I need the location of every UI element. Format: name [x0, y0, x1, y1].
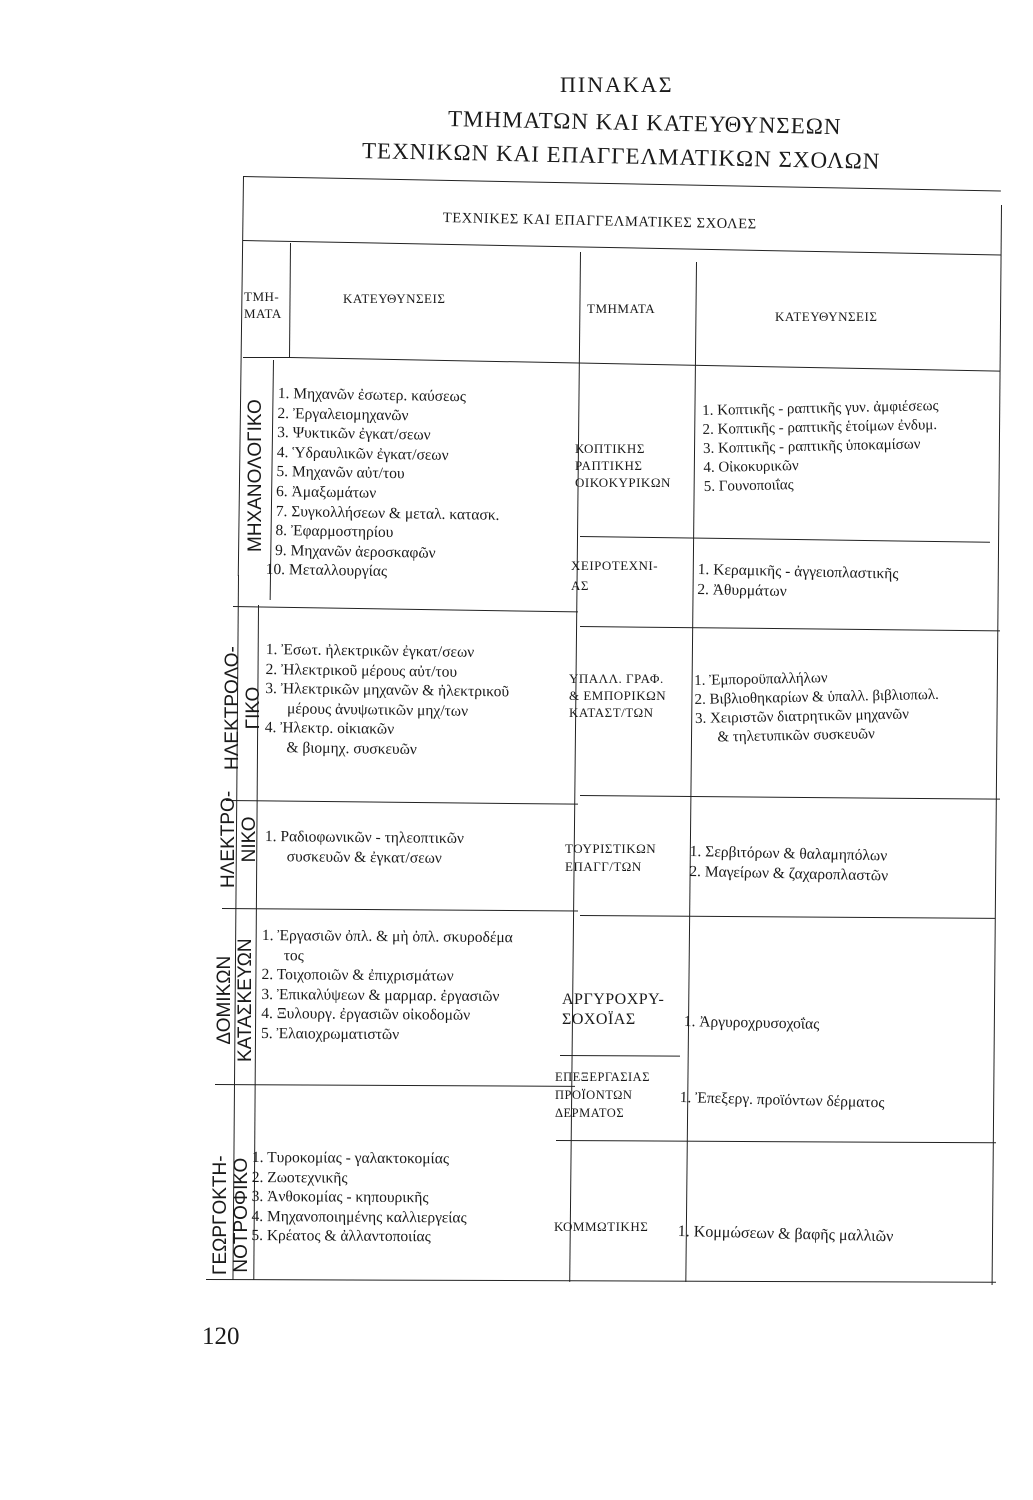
list-item: μέρους ἀνυψωτικῶν μηχ/των: [286, 700, 469, 720]
list-item: 5. Γουνοποιΐας: [703, 477, 794, 495]
list-item: 8. Ἐφαρμοστηρίου: [275, 522, 394, 542]
table-border-bottom: [206, 1279, 996, 1283]
list-handicraft: [697, 560, 899, 604]
section-name-electronic: [218, 791, 260, 888]
list-item: 5. Ἐλαιοχρωματιστῶν: [260, 1024, 400, 1044]
list-item: 4. Ξυλουργ. ἐργασιῶν οἰκοδομῶν: [261, 1005, 471, 1025]
list-item: 9. Μηχανῶν ἀεροσκαφῶν: [274, 541, 436, 562]
section-name-handicraft-line-1: ΧΕΙΡΟΤΕΧΝΙ-: [571, 558, 659, 573]
section-name-hairdressing: [554, 1220, 648, 1233]
list-item: 2. Μαγείρων & ζαχαροπλαστῶν: [689, 862, 889, 885]
list-item: 1. Μηχανῶν ἐσωτερ. καύσεως: [277, 384, 467, 406]
list-item: 4. Ὑδραυλικῶν ἐγκατ/σεων: [276, 443, 449, 464]
section-name-construction-line-1: ΔΟΜΙΚΩΝ: [214, 955, 235, 1045]
list-item: 3. Κοπτικῆς - ραπτικῆς ὑποκαμίσων: [702, 436, 921, 457]
list-item: 2. Ζωοτεχνικῆς: [251, 1168, 348, 1187]
list-item: 2. Βιβλιοθηκαρίων & ὑπαλλ. βιβλιοπωλ.: [694, 686, 939, 708]
section-name-electrical: [222, 646, 264, 770]
list-item: & τηλετυπικῶν συσκευῶν: [717, 726, 875, 746]
list-item: 2. Ἠλεκτρικοῦ μέρους αὐτ/του: [265, 660, 458, 681]
list-item: 4. Μηχανοποιημένης καλλιεργείας: [251, 1207, 467, 1227]
section-name-leather: [555, 1068, 650, 1122]
list-tourism: [689, 842, 889, 886]
section-name-agricultural-line-2: ΝΟΤΡΟΦΙΚΟ: [231, 1157, 252, 1273]
list-item: 1. Κομμώσεων & βαφῆς μαλλιῶν: [677, 1222, 894, 1246]
list-item: 3. Χειριστῶν διατρητικῶν μηχανῶν: [694, 706, 910, 727]
list-electrical: [264, 640, 509, 761]
title-line-3: ΤΕΧΝΙΚΩΝ ΚΑΙ ΕΠΑΓΓΕΛΜΑΤΙΚΩΝ ΣΧΟΛΩΝ: [361, 138, 881, 174]
section-name-leather-line-2: ΠΡΟΪΟΝΤΩΝ: [555, 1088, 633, 1102]
section-name-goldsmithing-line-1: ΑΡΓΥΡΟΧΡΥ-: [562, 991, 665, 1008]
colheader-sections-right: ΤΜΗΜΑΤΑ: [587, 301, 656, 316]
row-divider-left-1: [233, 606, 578, 613]
section-name-tourism: [565, 840, 656, 876]
title-line-1: ΠΙΝΑΚΑΣ: [560, 72, 674, 97]
list-item: 3. Ἠλεκτρικῶν μηχανῶν & ἠλεκτρικοῦ: [265, 680, 510, 701]
section-name-goldsmithing-line-2: ΣΟΧΟΪΑΣ: [562, 1011, 636, 1028]
row-divider-right-4: [580, 915, 995, 919]
row-divider-right-1: [580, 536, 990, 543]
list-construction: [261, 926, 513, 1046]
row-divider-left-4: [215, 1084, 575, 1087]
list-item: 1. Ραδιοφωνικῶν - τηλεοπτικῶν: [264, 827, 465, 848]
colheader-sections-left-line-1: ΤΜΗ-: [244, 289, 280, 304]
section-name-sewing-line-3: ΟΙΚΟΚΥΡΙΚΩΝ: [575, 475, 671, 490]
section-name-electrical-line-1: ΗΛΕΚΤΡΟΛΟ-: [222, 646, 243, 770]
list-item: 6. Ἀμαξωμάτων: [275, 482, 377, 502]
section-name-electronic-line-2: ΝΙΚΟ: [239, 816, 260, 863]
row-divider-right-5: [560, 1055, 680, 1057]
colheader-divider-left: [290, 357, 1000, 372]
list-item: 5. Κρέατος & ἀλλαντοποιίας: [251, 1227, 431, 1246]
colheader-divider-stub: [243, 357, 290, 358]
section-name-tourism-line-2: ΕΠΑΓΓ/ΤΩΝ: [565, 859, 642, 874]
colheader-directions-left: ΚΑΤΕΥΘΥΝΣΕΙΣ: [343, 291, 446, 306]
section-name-handicraft: [571, 556, 658, 596]
list-sewing: [702, 397, 940, 497]
main-header: ΤΕΧΝΙΚΕΣ ΚΑΙ ΕΠΑΓΓΕΛΜΑΤΙΚΕΣ ΣΧΟΛΕΣ: [442, 210, 757, 233]
list-item: 3. Ἀνθοκομίας - κηπουρικῆς: [251, 1188, 429, 1207]
section-name-clerical: [569, 670, 666, 721]
col-line-middle: [569, 252, 581, 1282]
list-leather: [679, 1088, 884, 1113]
list-item: 1. Σερβιτόρων & θαλαμηπόλων: [689, 842, 888, 865]
list-item: 5. Μηχανῶν αὐτ/του: [276, 463, 405, 483]
list-item: 1. Ἐπεξεργ. προϊόντων δέρματος: [679, 1088, 885, 1112]
list-item: 2. Τοιχοποιῶν & ἐπιχρισμάτων: [261, 966, 454, 985]
section-name-goldsmithing: [562, 990, 664, 1030]
list-item: 3. Ἐπικαλύψεων & μαρμαρ. ἐργασιῶν: [261, 985, 500, 1005]
list-item: 10. Μεταλλουργίας: [265, 561, 388, 581]
list-item: τος: [283, 946, 304, 964]
list-item: 1. Ἐσωτ. ἠλεκτρικῶν ἐγκατ/σεων: [265, 640, 475, 661]
table-border-right: [992, 205, 1003, 1285]
section-name-clerical-line-3: ΚΑΤΑΣΤ/ΤΩΝ: [569, 705, 654, 720]
list-item: 3. Ψυκτικῶν ἐγκατ/σεων: [277, 424, 431, 444]
row-divider-left-3: [222, 908, 578, 912]
col-line-left-header: [289, 243, 291, 358]
section-name-handicraft-line-2: ΑΣ: [571, 578, 589, 593]
row-divider-left-2: [226, 800, 578, 805]
header-divider: [243, 240, 1001, 256]
section-name-agricultural: [210, 1155, 252, 1275]
section-name-sewing-line-2: ΡΑΠΤΙΚΗΣ: [575, 458, 643, 473]
table-border-left-upper: [238, 176, 245, 576]
list-item: 4. Οἰκοκυρικῶν: [703, 457, 799, 476]
list-item: 2. Ἐργαλειομηχανῶν: [277, 404, 409, 424]
section-name-tourism-line-1: ΤΟΥΡΙΣΤΙΚΩΝ: [565, 841, 657, 856]
list-goldsmithing: [684, 1012, 820, 1034]
list-hairdressing: [678, 1222, 894, 1247]
list-item: 1. Τυροκομίας - γαλακτοκομίας: [251, 1149, 450, 1168]
section-name-leather-line-3: ΔΕΡΜΑΤΟΣ: [555, 1106, 625, 1120]
list-item: 4. Ἠλεκτρ. οἰκιακῶν: [264, 719, 395, 739]
section-name-construction: [214, 938, 256, 1062]
col-line-right-sections: [685, 262, 697, 1282]
title-line-2: ΤΜΗΜΑΤΩΝ ΚΑΙ ΚΑΤΕΥΘΥΝΣΕΩΝ: [447, 106, 842, 140]
section-name-construction-line-2: ΚΑΤΑΣΚΕΥΩΝ: [235, 938, 256, 1062]
colheader-sections-left: [244, 288, 282, 322]
section-name-electrical-line-2: ΓΙΚΟ: [243, 686, 264, 730]
row-divider-right-3: [580, 795, 1000, 800]
list-item: 2. Κοπτικῆς - ραπτικῆς ἑτοίμων ἐνδυμ.: [702, 417, 938, 438]
list-item: 1. Κοπτικῆς - ραπτικῆς γυν. ἀμφιέσεως: [702, 398, 939, 419]
section-name-leather-line-1: ΕΠΕΞΕΡΓΑΣΙΑΣ: [555, 1070, 650, 1084]
list-item: συσκευῶν & ἐγκατ/σεων: [286, 847, 442, 867]
list-item: 1. Ἐργασιῶν ὀπλ. & μὴ ὀπλ. σκυροδέμα: [261, 926, 513, 947]
section-name-sewing-line-1: ΚΟΠΤΙΚΗΣ: [575, 441, 645, 456]
list-mechanical: [265, 384, 502, 584]
list-item: 1. Ἀργυροχρυσοχοΐας: [683, 1012, 820, 1033]
list-electronic: [265, 827, 464, 868]
row-divider-right-2: [580, 626, 1000, 632]
table-border-top: [243, 176, 1001, 192]
section-name-agricultural-line-1: ΓΕΩΡΓΟΚΤΗ-: [210, 1155, 231, 1275]
list-item: 2. Ἀθυρμάτων: [697, 580, 787, 600]
list-clerical: [694, 667, 940, 748]
list-item: 1. Κεραμικῆς - ἀγγειοπλαστικῆς: [697, 560, 899, 583]
section-name-electronic-line-1: ΗΛΕΚΤΡΟ-: [218, 790, 239, 888]
page-number: 120: [202, 1323, 240, 1350]
list-item: 1. Ἐμποροϋπαλλήλων: [694, 670, 828, 689]
list-agricultural: [251, 1148, 467, 1247]
section-name-hairdressing-line: ΚΟΜΜΩΤΙΚΗΣ: [554, 1219, 649, 1234]
section-name-sewing: [575, 440, 671, 491]
row-divider-right-6: [556, 1140, 996, 1144]
colheader-sections-left-line-2: ΜΑΤΑ: [244, 306, 282, 321]
section-name-clerical-line-2: & ΕΜΠΟΡΙΚΩΝ: [569, 688, 667, 703]
section-name-mechanical-line: ΜΗΧΑΝΟΛΟΓΙΚΟ: [245, 399, 266, 552]
colheader-directions-right: ΚΑΤΕΥΘΥΝΣΕΙΣ: [775, 309, 878, 324]
list-item: 7. Συγκολλήσεων & μεταλ. κατασκ.: [275, 502, 500, 524]
section-name-mechanical: [245, 399, 266, 552]
list-item: & βιομηχ. συσκευῶν: [286, 739, 417, 759]
section-name-clerical-line-1: ΥΠΑΛΛ. ΓΡΑΦ.: [569, 671, 664, 686]
